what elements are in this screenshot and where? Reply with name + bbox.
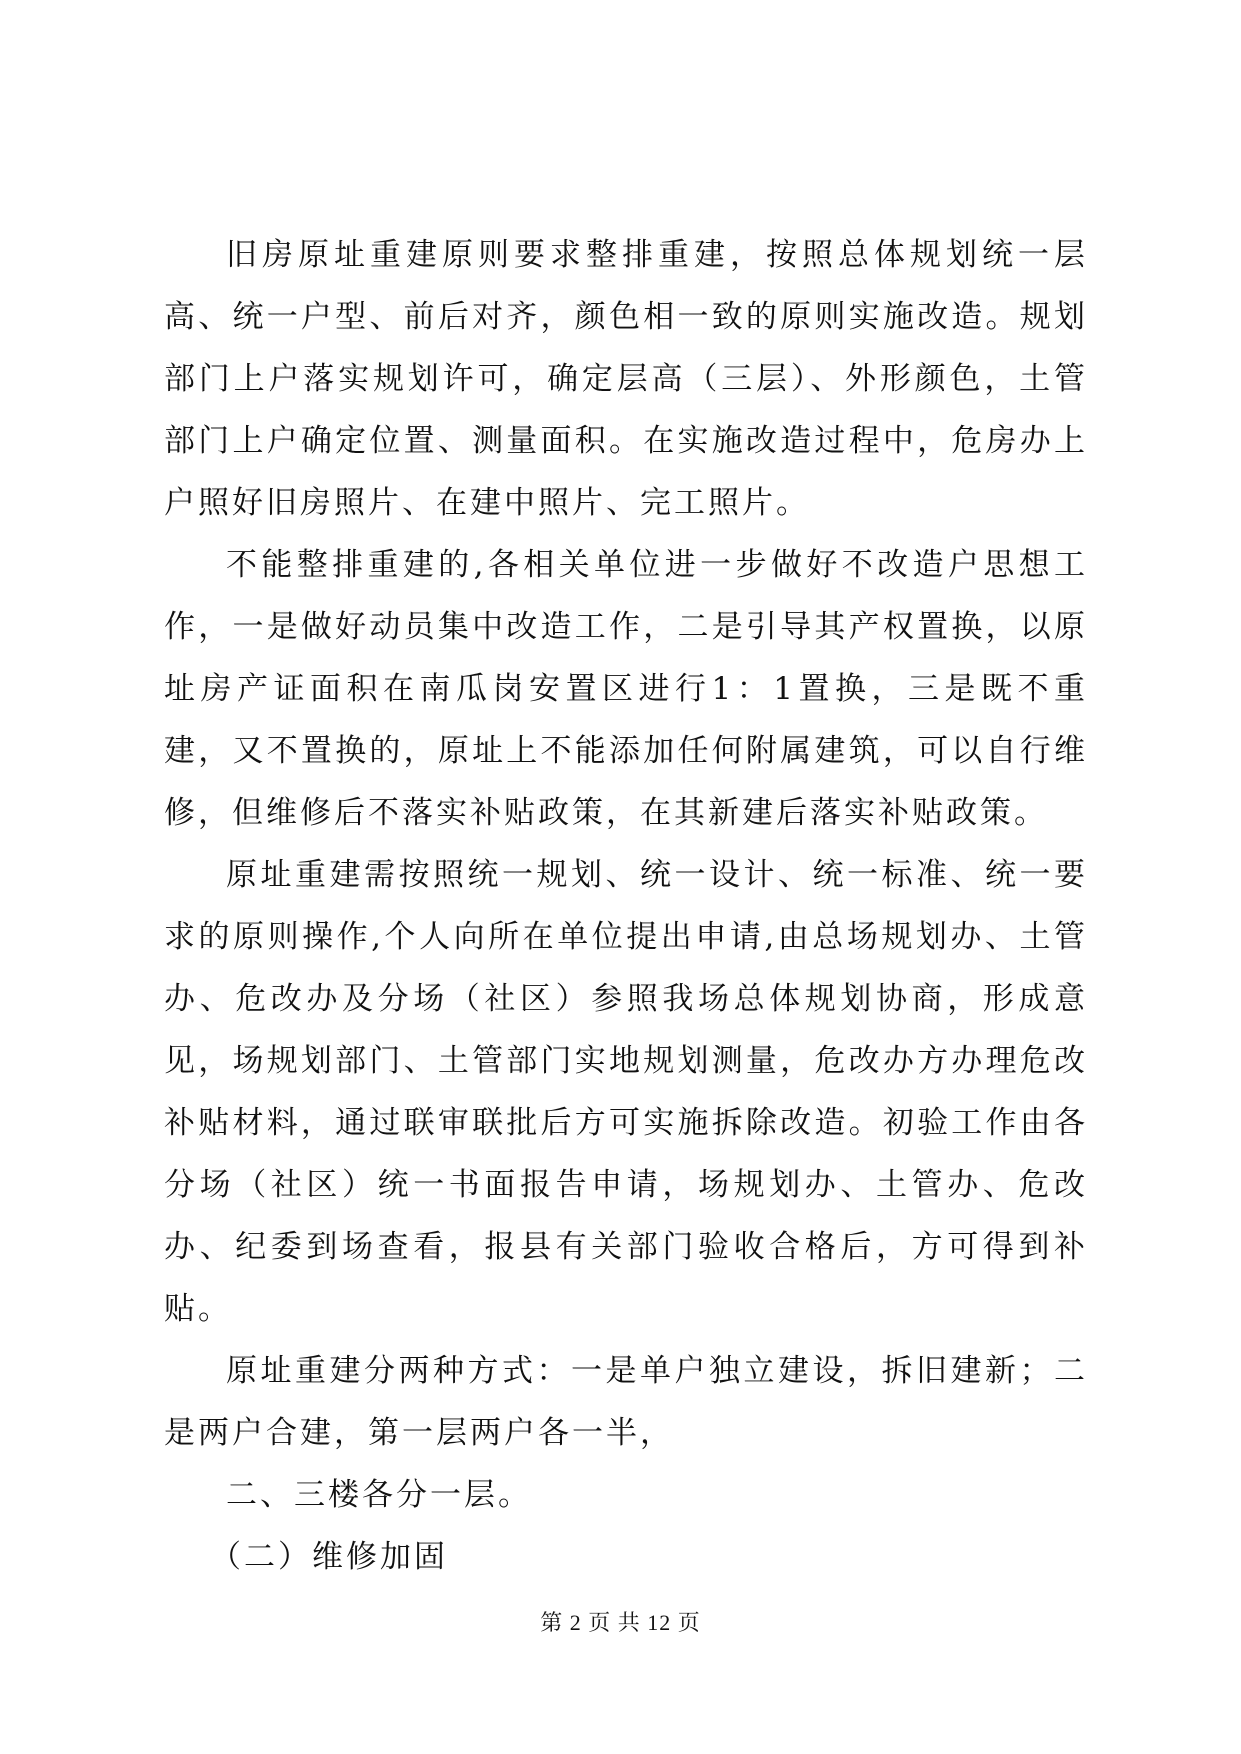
document-body: [164, 224, 1088, 1588]
section-heading-repair: （二）维修加固: [210, 1539, 448, 1575]
paragraph-rebuild-procedure: 原址重建需按照统一规划、统一设计、统一标准、统一要求的原则操作,个人向所在单位提出申请,由总场规划办、土管办、危改办及分场（社区）参照我场总体规划协商，形成意见，场规划部门、土管部门实地规划测量，危改办方办理危改补贴材料，通过联审联批后方可实施拆除改造。初验工作由各分场（社区）统一书面报告申请，场规划办、土管办、危改办、纪委到场查看，报县有关部门验收合格后，方可得到补贴。: [164, 857, 1088, 1327]
paragraph-floor-division: 二、三楼各分一层。: [226, 1477, 532, 1513]
paragraph-rebuild-principle: 旧房原址重建原则要求整排重建，按照总体规划统一层高、统一户型、前后对齐，颜色相一致的原则实施改造。规划部门上户落实规划许可，确定层高（三层）、外形颜色，土管部门上户确定位置、测量面积。在实施改造过程中，危房办上户照好旧房照片、在建中照片、完工照片。: [164, 237, 1088, 521]
paragraph-non-row-rebuild: 不能整排重建的,各相关单位进一步做好不改造户思想工作，一是做好动员集中改造工作，二是引导其产权置换，以原址房产证面积在南瓜岗安置区进行1：1置换，三是既不重建，又不置换的，原址上不能添加任何附属建筑，可以自行维修，但维修后不落实补贴政策，在其新建后落实补贴政策。: [164, 547, 1088, 831]
page-footer: 第 2 页 共 12 页: [540, 1610, 701, 1635]
paragraph-rebuild-methods: 原址重建分两种方式：一是单户独立建设，拆旧建新；二是两户合建，第一层两户各一半，: [164, 1353, 1088, 1451]
